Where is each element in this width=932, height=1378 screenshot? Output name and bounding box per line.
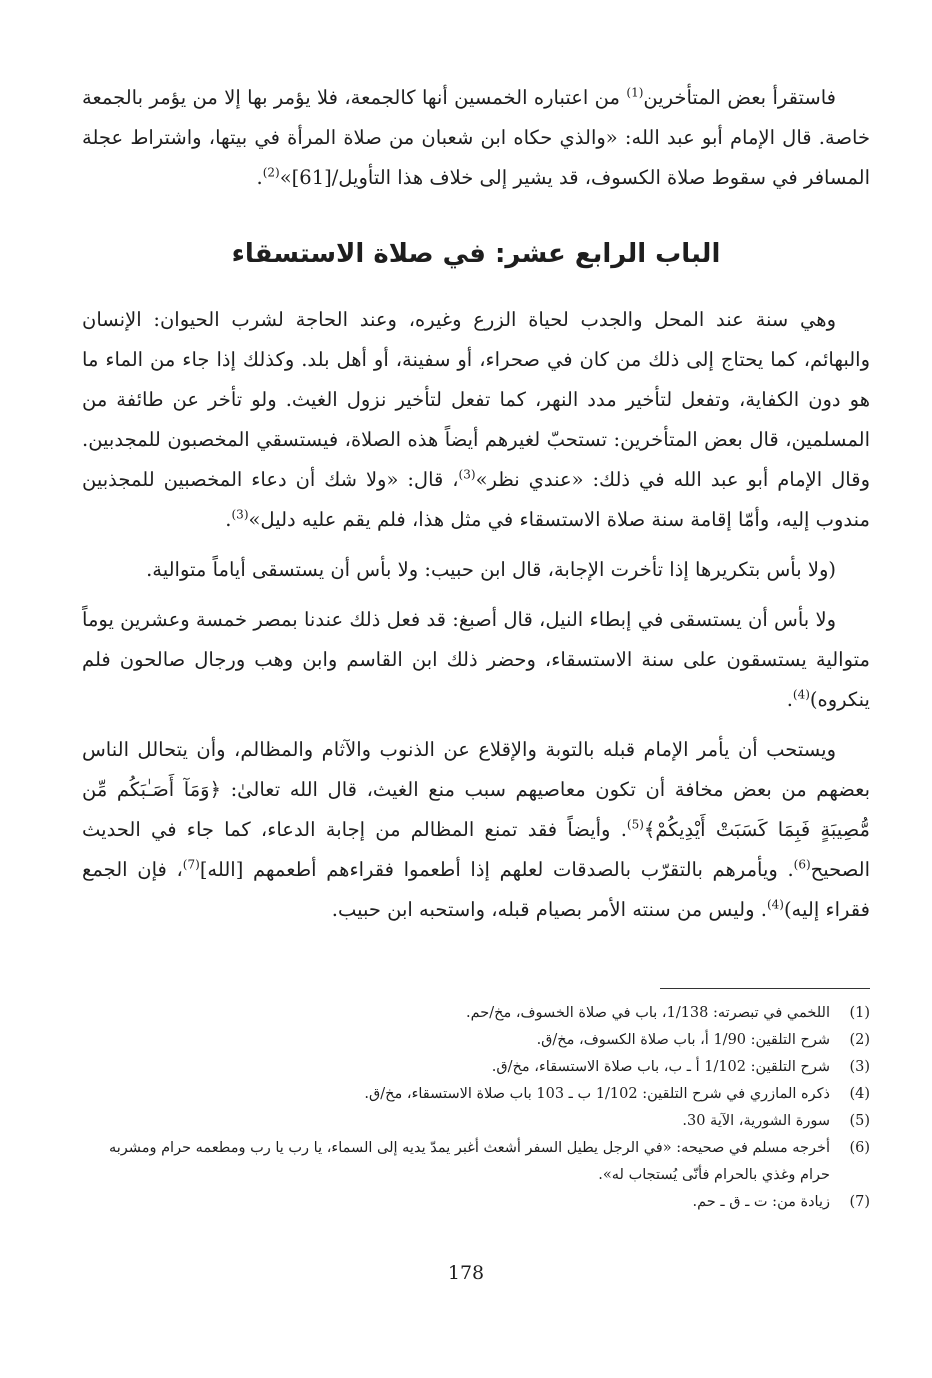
footnote-ref: (2) — [262, 165, 280, 180]
footnote-text: شرح التلقين: 1/102 أ ـ ب، باب صلاة الاستسقاء، مخ/ق. — [491, 1059, 830, 1075]
paragraph-4-text-2: . وأيضاً فقد تمنع المظالم من إجابة الدعاء، كما جاء في الحديث الصحيح — [82, 818, 871, 881]
intro-text-2: من اعتباره الخمسين أنها كالجمعة، فلا يؤمر بها إلا من يؤمر بالجمعة خاصة. قال الإمام أبو عبد الله: «والذي حكاه ابن شعبان من صلاة المرأة في بيتها، واشتراط عجلة المسافر في سقوط صلاة الكسوف، قد يشير إلى خلاف هذا التأويل/[61]» — [82, 86, 870, 189]
footnote-number: (5) — [849, 1113, 870, 1129]
footnote-item — [82, 1108, 870, 1135]
footnote-ref: (6) — [793, 857, 811, 872]
chapter-heading: الباب الرابع عشر: في صلاة الاستسقاء — [231, 239, 721, 269]
footnote-number: (1) — [849, 1005, 870, 1021]
footnote-ref: (7) — [182, 857, 200, 872]
footnote-ref: (5) — [626, 817, 644, 832]
paragraph-1-text-1: وهي سنة عند المحل والجدب لحياة الزرع وغيره، وعند الحاجة لشرب الحيوان: الإنسان والبهائم، كما يحتاج إلى ذلك من كان في صحراء، أو سفينة، أو أهل بلد. وكذلك إذا جاء من الماء ما هو دون الكفاية، وتفعل لتأخير مدد النهر، كما تفعل لتأخير نزول الغيث. ولو تأخر عن طائفة من المسلمين، قال بعض المتأخرين: تستحبّ لغيرهم أيضاً هذه الصلاة، فيستسقي المخصبون للمجدبين. وقال الإمام أبو عبد الله في ذلك: «عندي نظر» — [82, 308, 870, 491]
paragraph-4-text-3: . ويأمرهم بالتقرّب بالصدقات لعلهم إذا أطعموا فقراءهم أطعمهم [الله] — [199, 858, 794, 881]
footnote-text: زيادة من: ت ـ ق ـ حم. — [692, 1194, 830, 1210]
paragraph-4-text-1: ويستحب أن يأمر الإمام قبله بالتوبة والإقلاع عن الذنوب والآثام والمظالم، وأن يتحالل الناس بعضهم من بعض مخافة أن تكون معاصيهم سبب منع الغيث، قال الله تعالىٰ: ﴿وَمَآ أَصَـٰبَكُم مِّن مُّصِيبَةٍ فَبِمَا كَسَبَتْ أَيْدِيكُمْ﴾ — [82, 738, 870, 841]
footnote-item — [82, 1189, 870, 1216]
footnote-item — [82, 1054, 870, 1081]
page-number: 178 — [447, 1262, 485, 1284]
paragraph-1-text-3: . — [225, 508, 232, 531]
footnote-item — [82, 1000, 870, 1027]
footnote-ref: (4) — [766, 897, 784, 912]
footnote-item — [82, 1135, 870, 1189]
footnote-text: سورة الشورية، الآية 30. — [682, 1113, 830, 1129]
paragraph-3-text-1: ولا بأس أن يستسقى في إبطاء النيل، قال أصبغ: قد فعل ذلك عندنا بمصر خمسة وعشرين يوماً متوالية يستسقون على سنة الاستسقاء، وحضر ذلك ابن القاسم وابن وهب ورجال صالحون فلم ينكروه) — [82, 608, 870, 711]
footnote-item — [82, 1027, 870, 1054]
paragraph-3 — [82, 600, 870, 720]
paragraph-2 — [82, 550, 870, 590]
paragraph-2-text: (ولا بأس بتكريرها إذا تأخرت الإجابة، قال ابن حبيب: ولا بأس أن يستسقى أياماً متوالية. — [146, 558, 836, 581]
footnote-number: (2) — [849, 1032, 870, 1048]
footnote-text: اللخمي في تبصرته: 1/138، باب في صلاة الخسوف، مخ/حم. — [466, 1005, 830, 1021]
footnote-number: (3) — [849, 1059, 870, 1075]
intro-paragraph-block — [82, 78, 870, 198]
footnotes — [82, 1000, 870, 1216]
paragraph-4-text-5: . وليس من سنته الأمر بصيام قبله، واستحبه ابن حبيب. — [331, 898, 767, 921]
footnote-ref: (3) — [231, 507, 249, 522]
paragraph-3-text-2: . — [786, 688, 793, 711]
footnote-ref: (4) — [792, 687, 810, 702]
footnote-ref: (1) — [626, 85, 644, 100]
footnote-ref: (3) — [458, 467, 476, 482]
footnote-separator — [660, 988, 870, 989]
main-text-block — [82, 300, 870, 930]
footnote-text: شرح التلقين: 1/90 أ، باب صلاة الكسوف، مخ/ق. — [536, 1032, 830, 1048]
paragraph-1 — [82, 300, 870, 540]
intro-text-1: فاستقرأ بعض المتأخرين — [643, 86, 836, 109]
footnote-item — [82, 1081, 870, 1108]
footnote-number: (7) — [849, 1194, 870, 1210]
footnote-number: (4) — [849, 1086, 870, 1102]
footnote-number: (6) — [849, 1140, 870, 1156]
footnote-text: ذكره المازري في شرح التلقين: 1/102 ب ـ 103 باب صلاة الاستسقاء، مخ/ق. — [364, 1086, 830, 1102]
footnote-text: أخرجه مسلم في صحيحه: «في الرجل يطيل السفر أشعث أغبر يمدّ يديه إلى السماء، يا رب يا رب ومطعمه حرام ومشربه حرام وغذي بالحرام فأنّى يُستجاب له». — [108, 1140, 830, 1183]
paragraph-4-text-4: ، فإن الجمع فقراء إليه) — [82, 858, 870, 921]
paragraph-1-text-2: ، قال: «ولا شك أن دعاء المخصبين للمجذبين مندوب إليه، وأمّا إقامة سنة صلاة الاستسقاء في مثل هذا، فلم يقم عليه دليل» — [82, 468, 870, 531]
intro-text-3: . — [256, 166, 263, 189]
paragraph-4 — [82, 730, 870, 930]
intro-paragraph — [82, 78, 870, 198]
